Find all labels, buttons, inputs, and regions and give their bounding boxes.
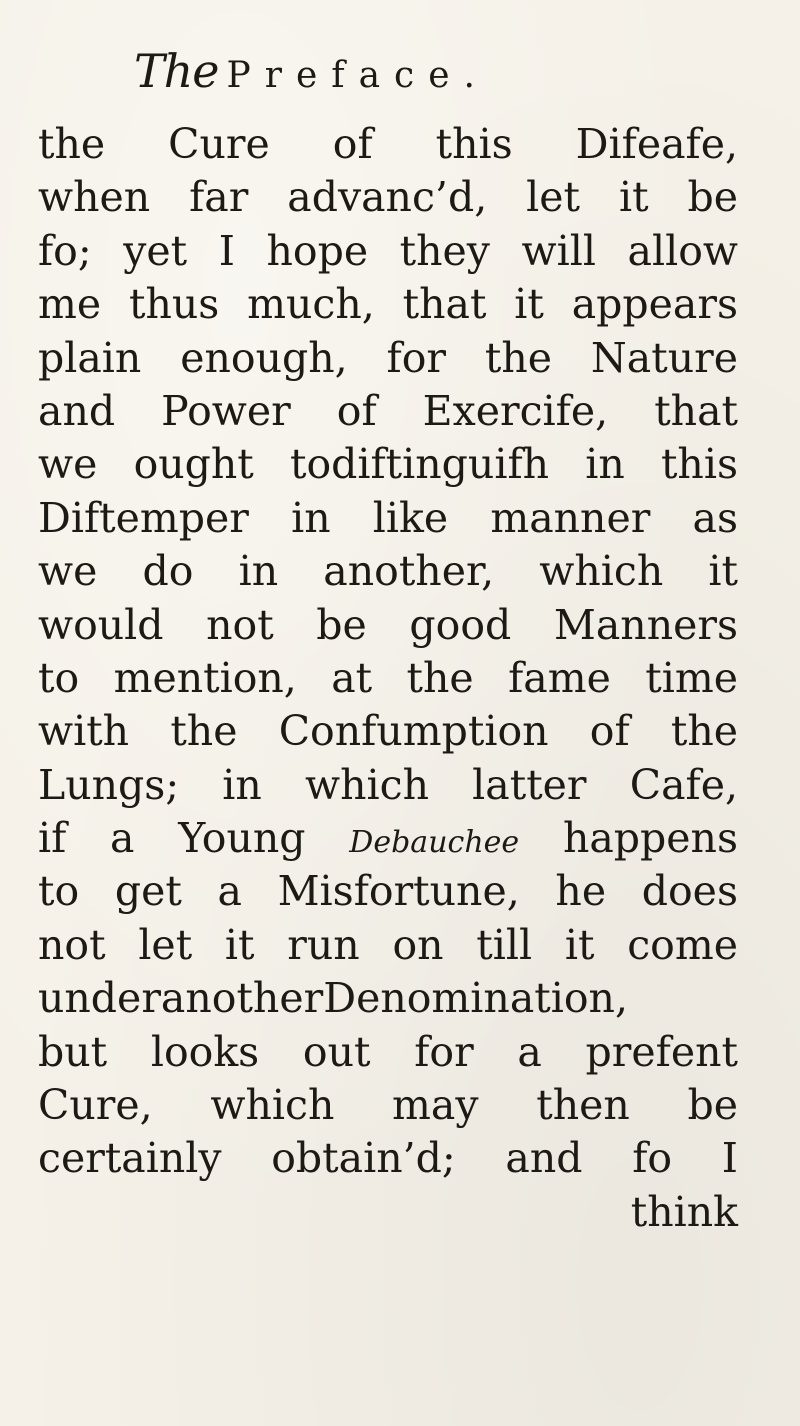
text-line: certainly obtain’d; and fo I — [38, 1134, 738, 1183]
text-line: to get a Misfortune, he does — [38, 867, 738, 916]
text-line: me thus much, that it appears — [38, 280, 738, 329]
running-header — [134, 44, 489, 98]
text-segment: if a Young — [38, 814, 306, 863]
text-line: but looks out for a prefent — [38, 1027, 738, 1076]
text-line: to mention, at the fame time — [38, 653, 738, 702]
header-italic-word: The — [134, 44, 219, 98]
body-text — [38, 118, 738, 1239]
text-line: underanotherDenomination, — [38, 974, 628, 1023]
text-line: we ought todiftinguifh in this — [38, 440, 738, 489]
text-line: Diftemper in like manner as — [38, 493, 738, 542]
text-line: fo; yet I hope they will allow — [38, 226, 738, 275]
text-line: when far advanc’d, let it be — [38, 173, 738, 222]
text-line: not let it run on till it come — [38, 920, 738, 969]
text-line: plain enough, for the Nature — [38, 333, 738, 382]
text-segment: happens — [562, 814, 738, 863]
catchword: think — [630, 1187, 738, 1236]
text-line: would not be good Manners — [38, 600, 738, 649]
text-line-mixed — [38, 812, 738, 865]
text-line: Cure, which may then be — [38, 1081, 738, 1130]
text-line: Lungs; in which latter Cafe, — [38, 760, 738, 809]
italic-word: Debauchee — [349, 825, 520, 861]
text-line: with the Confumption of the — [38, 707, 738, 756]
text-line: and Power of Exercife, that — [38, 386, 738, 435]
text-line: the Cure of this Difeafe, — [38, 120, 738, 168]
text-line: we do in another, which it — [38, 547, 738, 596]
header-title: Preface. — [226, 55, 489, 96]
